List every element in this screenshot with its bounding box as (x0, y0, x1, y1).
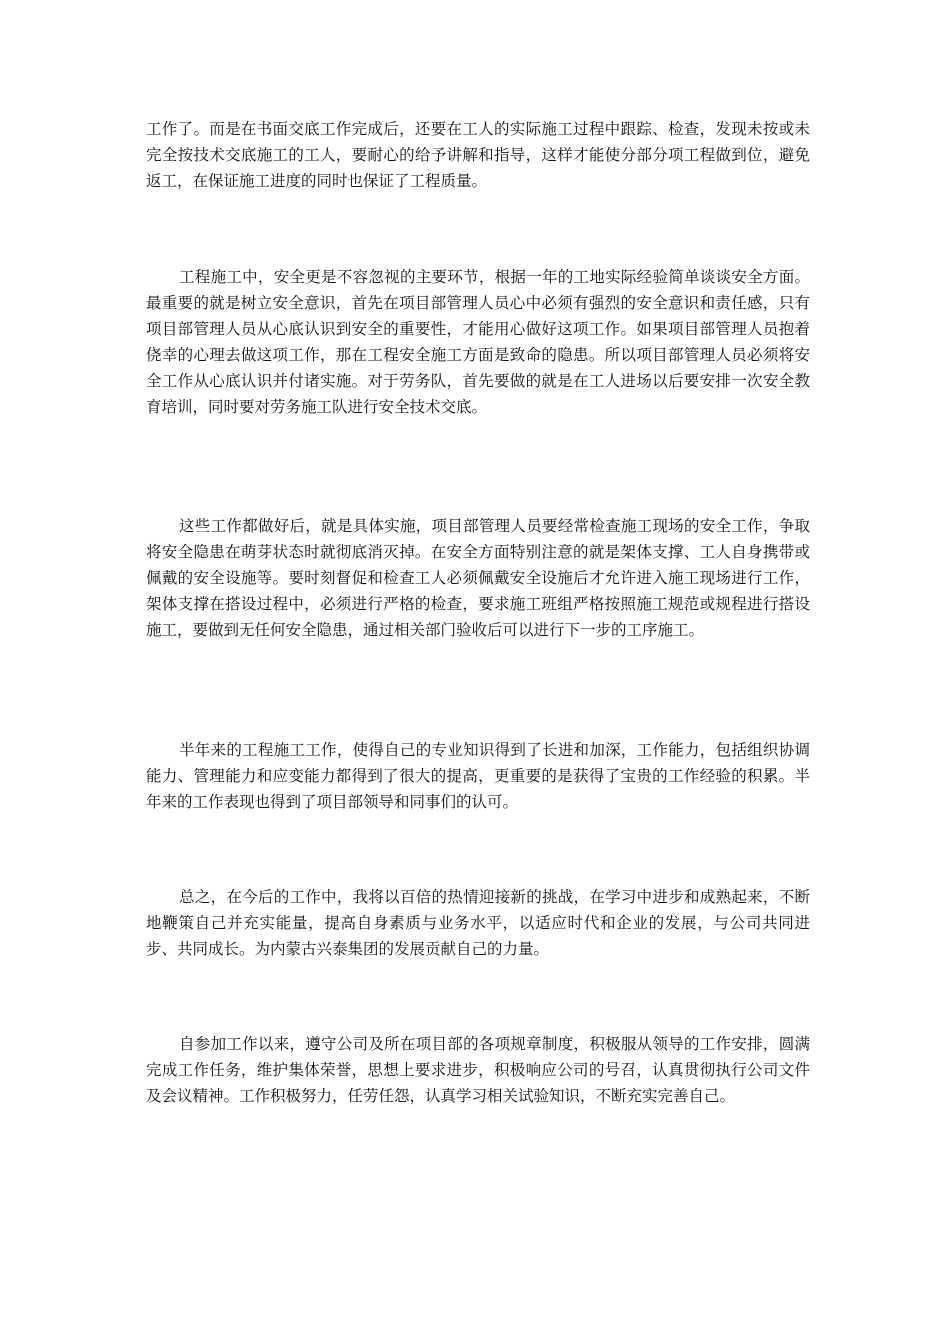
paragraph-safety: 工程施工中，安全更是不容忽视的主要环节，根据一年的工地实际经验简单谈谈安全方面。最重要的就是树立安全意识，首先在项目部管理人员心中必须有强烈的安全意识和责任感，只有项目部管理人员从心底认识到安全的重要性，才能用心做好这项工作。如果项目部管理人员抱着侥幸的心理去做这项工作，那在工程安全施工方面是致命的隐患。所以项目部管理人员必须将安全工作从心底认识并付诸实施。对于劳务队，首先要做的就是在工人进场以后要安排一次安全教育培训，同时要对劳务施工队进行安全技术交底。 (146, 268, 810, 416)
paragraph-half-year: 半年来的工程施工工作，使得自己的专业知识得到了长进和加深，工作能力，包括组织协调能力、管理能力和应变能力都得到了很大的提高，更重要的是获得了宝贵的工作经验的积累。半年来的工作表现也得到了项目部领导和同事们的认可。 (146, 741, 810, 811)
paragraph-since-joining: 自参加工作以来，遵守公司及所在项目部的各项规章制度，积极服从领导的工作安排，圆满完成工作任务，维护集体荣誉，思想上要求进步，积极响应公司的号召，认真贯彻执行公司文件及会议精神。工作积极努力，任劳任怨，认真学习相关试验知识，不断充实完善自己。 (146, 1035, 810, 1105)
paragraph-continuation: 工作了。而是在书面交底工作完成后，还要在工人的实际施工过程中跟踪、检查，发现未按或未完全按技术交底施工的工人，要耐心的给予讲解和指导，这样才能使分部分项工程做到位，避免返工，在保证施工进度的同时也保证了工程质量。 (146, 120, 810, 190)
paragraph-conclusion: 总之，在今后的工作中，我将以百倍的热情迎接新的挑战，在学习中进步和成熟起来，不断地鞭策自己并充实能量，提高自身素质与业务水平，以适应时代和企业的发展，与公司共同进步、共同成长。为内蒙古兴泰集团的发展贡献自己的力量。 (146, 888, 810, 958)
paragraph-implementation: 这些工作都做好后，就是具体实施，项目部管理人员要经常检查施工现场的安全工作，争取将安全隐患在萌芽状态时就彻底消灭掉。在安全方面特别注意的就是架体支撑、工人自身携带或佩戴的安全设施等。要时刻督促和检查工人必须佩戴安全设施后才允许进入施工现场进行工作，架体支撑在搭设过程中，必须进行严格的检查，要求施工班组严格按照施工规范或规程进行搭设施工，要做到无任何安全隐患，通过相关部门验收后可以进行下一步的工序施工。 (146, 517, 810, 639)
